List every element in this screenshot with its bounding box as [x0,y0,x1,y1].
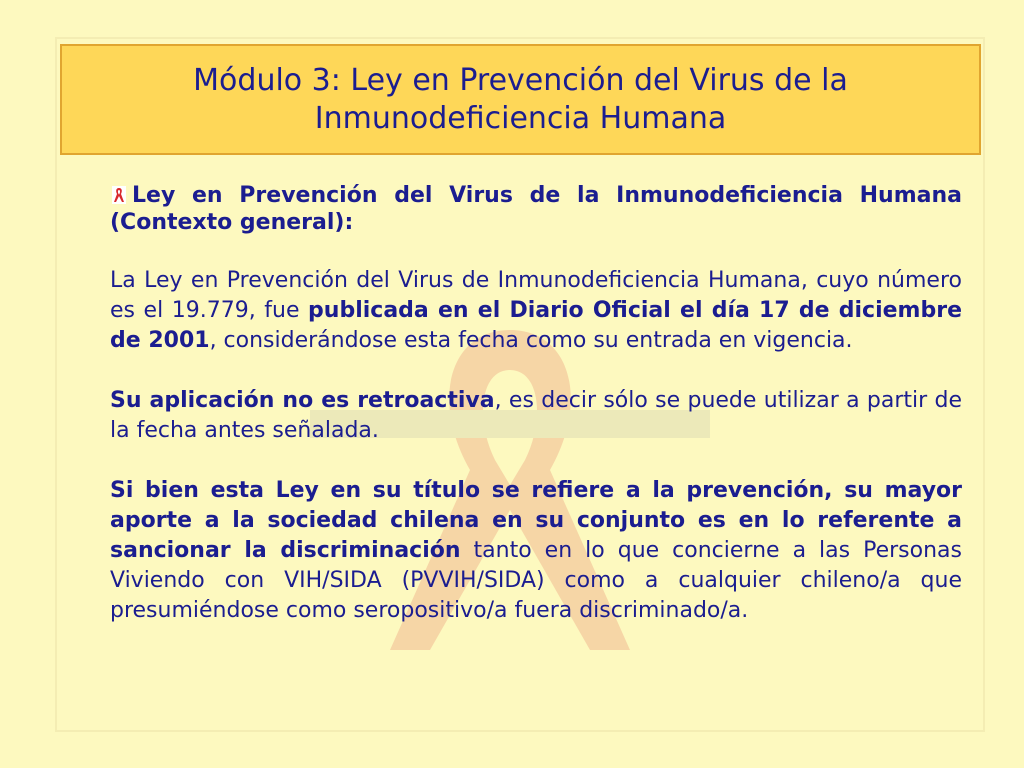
slide-content [110,182,962,656]
section-heading-text: Ley en Prevención del Virus de la Inmunodeficiencia Humana (Contexto general): [110,183,962,235]
title-line-1: Módulo 3: Ley en Prevención del Virus de la [193,62,848,98]
title-box [60,44,981,155]
paragraph-discriminacion [110,476,962,626]
paragraph-ley-numero [110,266,962,356]
paragraph-1-text-b: , considerándose esta fecha como su entrada en vigencia. [209,328,853,353]
title-line-2: Inmunodeficiencia Humana [314,100,727,136]
paragraph-retroactiva [110,386,962,446]
slide-title [151,62,891,138]
paragraph-2-text: , es decir sólo se puede utilizar a partir de la fecha antes señalada. [110,388,962,443]
paragraph-2-bold: Su aplicación no es retroactiva [110,388,495,413]
paragraph-1-text-a: La Ley en Prevención del Virus de Inmunodeficiencia Humana, cuyo número es el 19.779, fue [110,268,962,323]
red-ribbon-icon [112,186,126,204]
section-heading [110,182,962,236]
paragraph-1-bold: publicada en el Diario Oficial el día 17 de diciembre de 2001 [110,298,962,353]
paragraph-3-text: tanto en lo que concierne a las Personas Viviendo con VIH/SIDA (PVVIH/SIDA) como a cualquier chileno/a que presumiéndose como seropositivo/a fuera discriminado/a. [110,538,962,623]
paragraph-3-bold: Si bien esta Ley en su título se refiere a la prevención, su mayor aporte a la sociedad chilena en su conjunto es en lo referente a sancionar la discriminación [110,478,962,563]
